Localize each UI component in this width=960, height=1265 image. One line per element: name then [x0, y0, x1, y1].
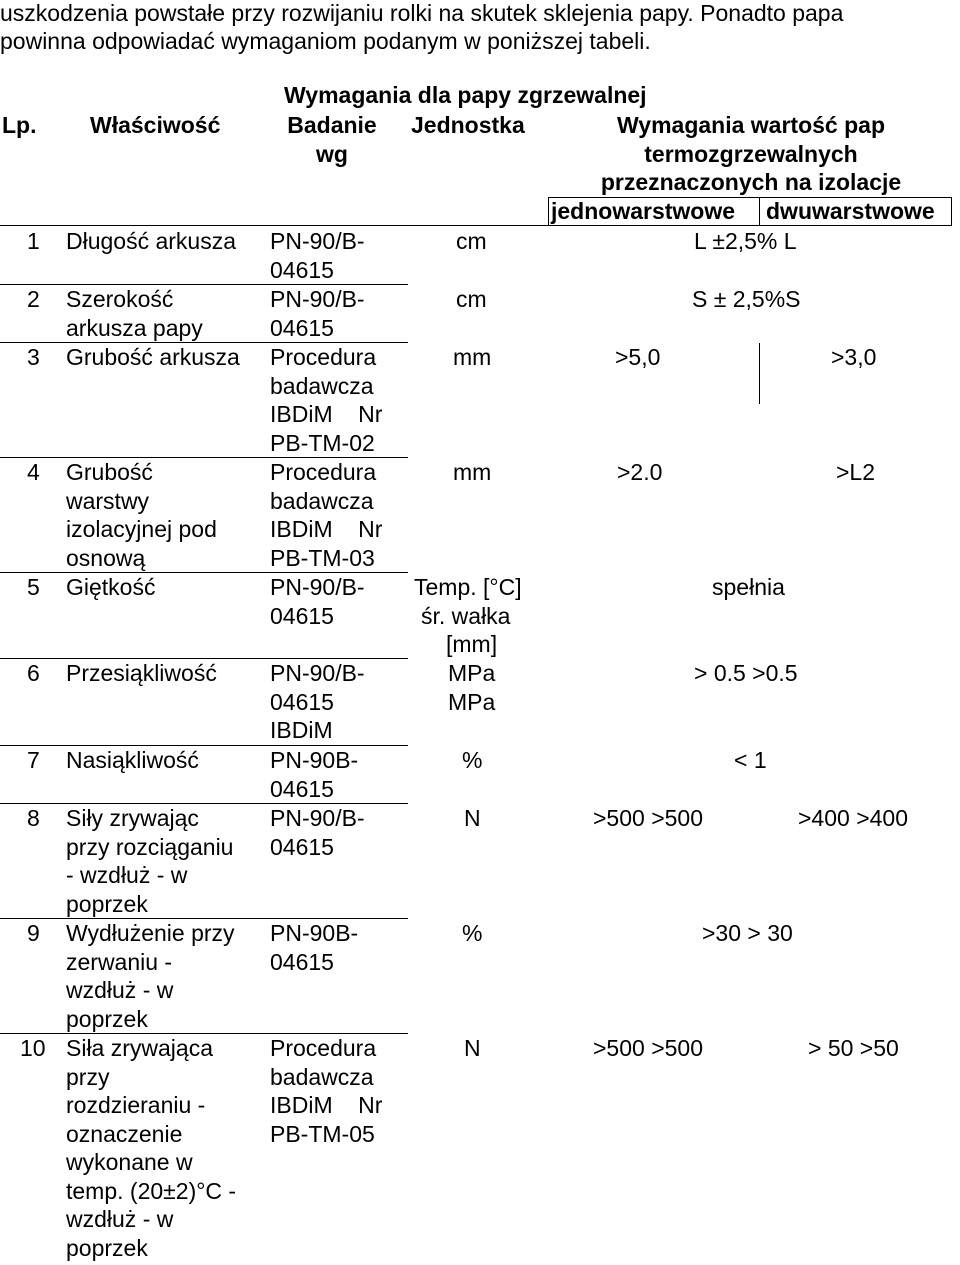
row-10-property-3: rozdzieraniu -	[66, 1092, 206, 1118]
row-6-test-3: IBDiM	[270, 717, 333, 743]
row-3-double-layer: >3,0	[831, 344, 877, 370]
header-double-layer: dwuwarstwowe	[766, 198, 935, 224]
row-3-test-3: IBDiM Nr	[270, 401, 383, 427]
row-3-column-rule	[759, 343, 760, 404]
row-10-test-4: PB-TM-05	[270, 1121, 375, 1147]
intro-line-1: uszkodzenia powstałe przy rozwijaniu rolki na skutek sklejenia papy. Ponadto papa	[0, 0, 844, 26]
row-3-test-4: PB-TM-02	[270, 430, 375, 456]
row-3-unit: mm	[453, 344, 492, 370]
header-lp: Lp.	[2, 112, 37, 138]
row-7-property: Nasiąkliwość	[66, 747, 199, 773]
row-3-property: Grubość arkusza	[66, 344, 240, 370]
row-9-requirement: >30 > 30	[702, 920, 793, 946]
row-5-unit-2: śr. wałka	[421, 603, 511, 629]
row-10-test-2: badawcza	[270, 1064, 374, 1090]
row-2-lp: 2	[27, 286, 40, 312]
row-9-property-4: poprzek	[66, 1006, 148, 1032]
row-9-lp: 9	[27, 920, 40, 946]
row-6-lp: 6	[27, 660, 40, 686]
row-2-test-2: 04615	[270, 315, 334, 341]
row-8-single-layer: >500 >500	[593, 805, 704, 831]
row-3-test-2: badawcza	[270, 373, 374, 399]
header-req-line3: przeznaczonych na izolacje	[600, 169, 902, 195]
header-rule-right	[951, 197, 952, 226]
row-4-test-1: Procedura	[270, 459, 377, 485]
row-9-test-2: 04615	[270, 949, 334, 975]
row-4-single-layer: >2.0	[617, 459, 663, 485]
row-10-property-1: Siła zrywająca	[66, 1035, 213, 1061]
row-8-property-1: Siły zrywając	[66, 805, 199, 831]
row-4-test-4: PB-TM-03	[270, 545, 375, 571]
intro-line-2: powinna odpowiadać wymaganiom podanym w poniższej tabeli.	[0, 28, 651, 54]
row-2-test-1: PN-90/B-	[270, 286, 365, 312]
row-4-test-3: IBDiM Nr	[270, 516, 383, 542]
row-4-property-4: osnową	[66, 545, 146, 571]
row-10-test-3: IBDiM Nr	[270, 1092, 383, 1118]
row-4-property-2: warstwy	[66, 488, 150, 514]
row-7-test-2: 04615	[270, 776, 334, 802]
row-9-property-3: wzdłuż - w	[66, 977, 174, 1003]
row-4-property-3: izolacyjnej pod	[66, 516, 217, 542]
row-8-test-2: 04615	[270, 834, 334, 860]
header-single-layer: jednowarstwowe	[551, 198, 736, 224]
header-req-line2: termozgrzewalnych	[644, 141, 858, 167]
row-6-unit-1: MPa	[448, 660, 496, 686]
row-10-property-4: oznaczenie	[66, 1121, 183, 1147]
header-rule-bottom	[0, 225, 952, 226]
row-10-test-1: Procedura	[270, 1035, 377, 1061]
row-2-property-2: arkusza papy	[66, 315, 203, 341]
row-6-unit-2: MPa	[448, 689, 496, 715]
row-1-test-1: PN-90/B-	[270, 228, 365, 254]
row-5-requirement: spełnia	[712, 574, 785, 600]
row-2-property-1: Szerokość	[66, 286, 174, 312]
row-8-test-1: PN-90/B-	[270, 805, 365, 831]
header-rule-left	[548, 197, 549, 226]
row-5-test-1: PN-90/B-	[270, 574, 365, 600]
row-8-property-4: poprzek	[66, 891, 148, 917]
row-7-test-1: PN-90B-	[270, 747, 359, 773]
row-10-unit: N	[464, 1035, 481, 1061]
row-7-lp: 7	[27, 747, 40, 773]
header-property: Właściwość	[90, 112, 221, 138]
row-8-property-2: przy rozciąganiu	[66, 834, 234, 860]
header-test-line2: wg	[316, 141, 348, 167]
row-8-double-layer: >400 >400	[798, 805, 909, 831]
row-10-property-8: poprzek	[66, 1235, 148, 1261]
row-6-test-2: 04615	[270, 689, 334, 715]
row-10-lp: 10	[20, 1035, 46, 1061]
row-8-unit: N	[464, 805, 481, 831]
row-9-test-1: PN-90B-	[270, 920, 359, 946]
row-10-property-2: przy	[66, 1064, 110, 1090]
header-unit: Jednostka	[411, 112, 525, 138]
row-2-unit: cm	[456, 286, 487, 312]
row-9-unit: %	[462, 920, 483, 946]
row-9-property-2: zerwaniu -	[66, 949, 173, 975]
header-test-line1: Badanie	[287, 112, 377, 138]
row-10-double-layer: > 50 >50	[808, 1035, 899, 1061]
row-10-property-6: temp. (20±2)°C -	[66, 1178, 237, 1204]
row-4-unit: mm	[453, 459, 492, 485]
row-10-property-7: wzdłuż - w	[66, 1206, 174, 1232]
row-1-test-2: 04615	[270, 257, 334, 283]
row-9-property-1: Wydłużenie przy	[66, 920, 235, 946]
row-1-requirement: L ±2,5% L	[694, 228, 797, 254]
row-6-test-1: PN-90/B-	[270, 660, 365, 686]
row-2-requirement: S ± 2,5%S	[692, 286, 801, 312]
row-3-test-1: Procedura	[270, 344, 377, 370]
header-rule-mid	[759, 197, 760, 226]
row-5-lp: 5	[27, 574, 40, 600]
row-7-requirement: < 1	[734, 747, 767, 773]
row-8-lp: 8	[27, 805, 40, 831]
row-3-lp: 3	[27, 344, 40, 370]
row-5-test-2: 04615	[270, 603, 334, 629]
row-10-single-layer: >500 >500	[593, 1035, 704, 1061]
table-caption: Wymagania dla papy zgrzewalnej	[284, 82, 647, 108]
row-4-property-1: Grubość	[66, 459, 153, 485]
row-5-unit-3: [mm]	[446, 631, 498, 657]
row-1-unit: cm	[456, 228, 487, 254]
header-req-line1: Wymagania wartość pap	[617, 112, 885, 138]
row-4-lp: 4	[27, 459, 40, 485]
row-7-unit: %	[462, 747, 483, 773]
row-5-unit-1: Temp. [°C]	[414, 574, 522, 600]
row-4-test-2: badawcza	[270, 488, 374, 514]
row-5-property: Giętkość	[66, 574, 156, 600]
row-6-requirement: > 0.5 >0.5	[694, 660, 798, 686]
row-3-single-layer: >5,0	[615, 344, 661, 370]
row-10-property-5: wykonane w	[66, 1149, 193, 1175]
row-1-lp: 1	[27, 228, 40, 254]
row-1-property: Długość arkusza	[66, 228, 237, 254]
row-6-property: Przesiąkliwość	[66, 660, 217, 686]
row-8-property-3: - wzdłuż - w	[66, 862, 188, 888]
header-rule-top	[548, 197, 952, 198]
row-4-double-layer: >L2	[836, 459, 876, 485]
